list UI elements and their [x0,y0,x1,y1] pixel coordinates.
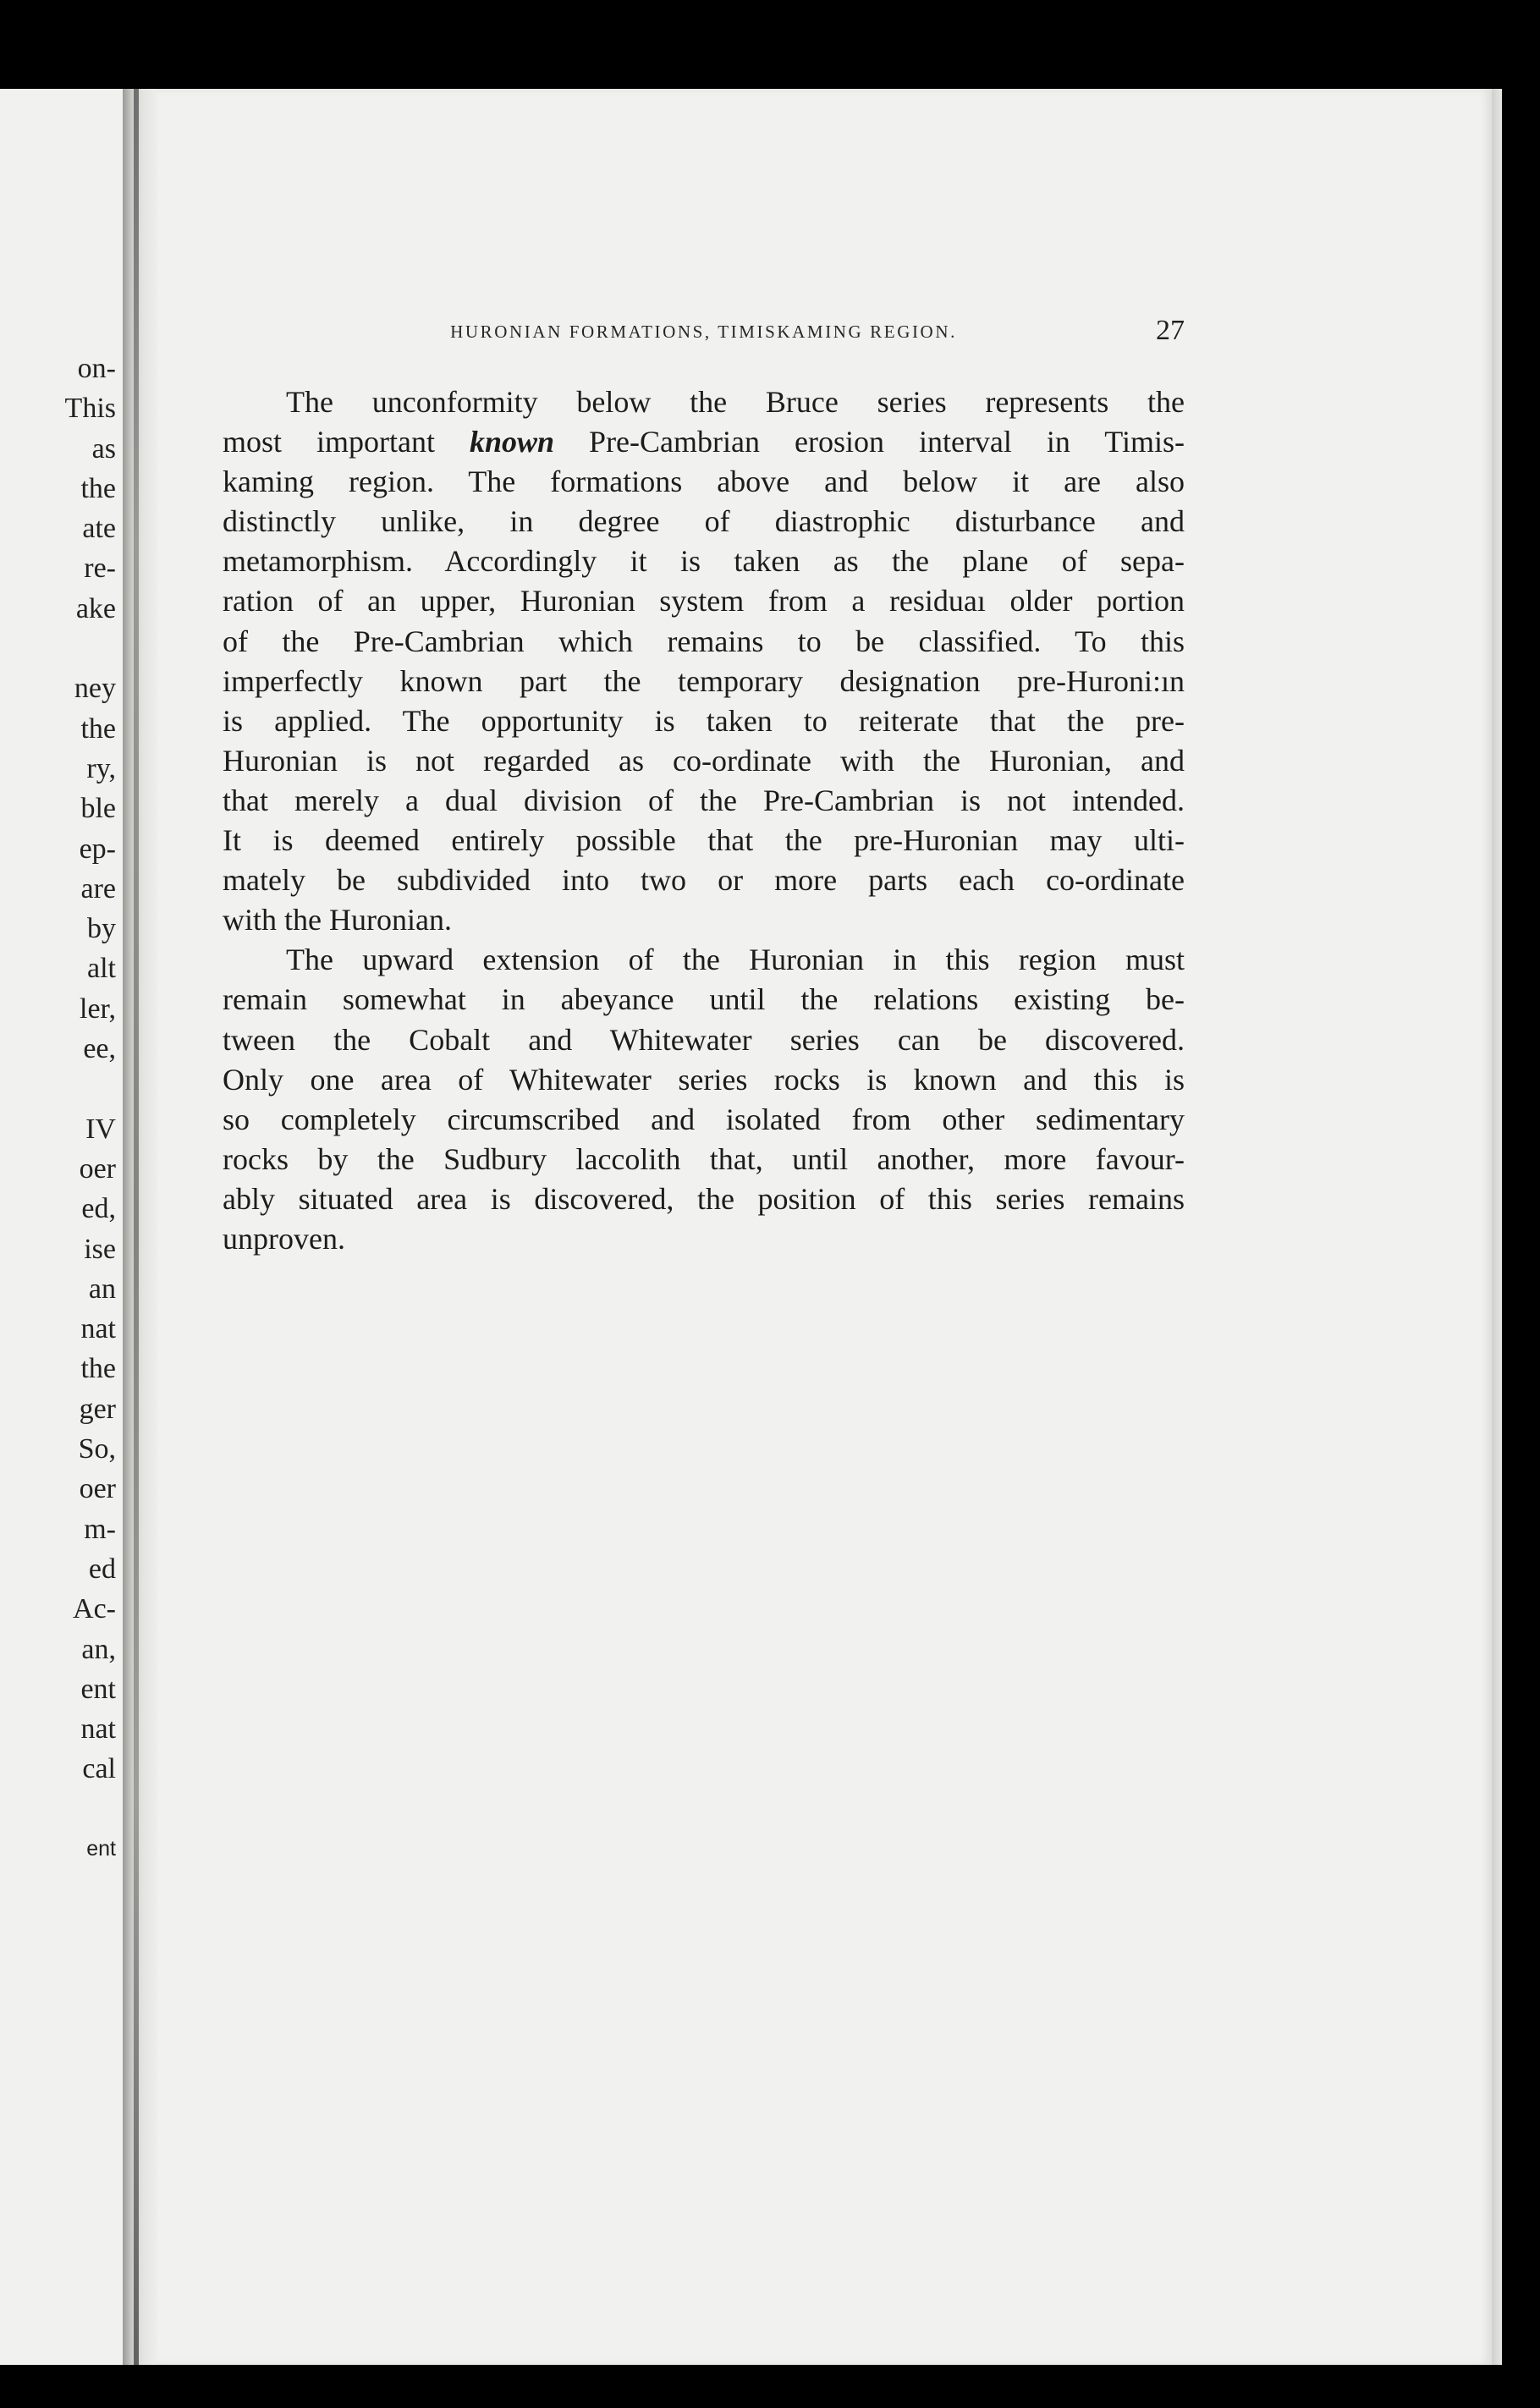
fragment: ate [82,513,116,545]
previous-page-text-fragments [0,349,116,1869]
fragment: ney [74,673,116,705]
fragment: ry, [86,752,116,784]
text-line: The upward extension of the Huronian in this region must [286,943,1185,977]
text-line: It is deemed entirely possible that the pre-Huronian may ulti- [223,823,1185,858]
fragment: ed, [81,1193,116,1225]
text-line: ably situated area is discovered, the position of this series remains [223,1181,1185,1216]
fragment: ler, [80,992,116,1025]
fragment: cal [82,1753,116,1785]
text-line [223,422,1185,462]
book-gutter [123,89,157,2365]
text-line: unproven. [223,1221,345,1256]
fragment: nat [80,1713,116,1746]
fragment: Ac- [73,1593,116,1625]
fragment: the [80,472,116,504]
fragment: the [80,712,116,745]
running-head: HURONIAN FORMATIONS, TIMISKAMING REGION. [450,322,957,342]
fragment: oer [79,1473,116,1505]
text-line: kaming region. The formations above and below it are also [223,465,1185,499]
fragment: ent [80,1673,116,1705]
page-edge [1492,89,1502,2365]
text-line: Huronian is not regarded as co-ordinate with the Huronian, and [223,743,1185,778]
fragment: ed [88,1553,116,1585]
text-line: remain somewhat in abeyance until the relations existing be- [223,982,1185,1017]
previous-page-remnant [0,89,123,2365]
fragment: ake [75,592,116,624]
fragment: ble [80,793,116,825]
fragment [0,1069,116,1108]
fragment: an [88,1273,116,1305]
text-line: of the Pre-Cambrian which remains to be classified. To this [223,624,1185,658]
fragment: nat [80,1313,116,1345]
fragment: re- [84,553,116,585]
fragment: So, [78,1433,116,1465]
fragment [0,1790,116,1829]
fragment [0,629,116,668]
text-line: that merely a dual division of the Pre-Cambrian is not intended. [223,783,1185,817]
text-line: rocks by the Sudbury laccolith that, until another, more favour- [223,1141,1185,1176]
text-line: metamorphism. Accordingly it is taken as the plane of sepa- [223,544,1185,579]
text-line: ration of an upper, Huronian system from a residuaı older portion [223,584,1185,618]
fragment: ep- [79,833,116,865]
text-line: tween the Cobalt and Whitewater series can be discovered. [223,1022,1185,1057]
fragment: on- [77,353,116,384]
fragment: the [80,1353,116,1385]
fragment: an, [81,1633,116,1665]
fragment: by [87,913,116,945]
fragment: This [64,393,116,425]
text-line: The unconformity below the Bruce series represents the [286,385,1185,419]
text-line: distinctly unlike, in degree of diastrophic disturbance and [223,504,1185,539]
fragment: ise [84,1233,116,1265]
fragment: ger [79,1393,116,1425]
text-line: so completely circumscribed and isolated from other sedimentary [223,1102,1185,1136]
fragment: are [80,872,116,904]
body-text [223,382,1185,1259]
text-line: Only one area of Whitewater series rocks is known and this is [223,1062,1185,1097]
fragment: ee, [83,1033,116,1065]
fragment: oer [79,1152,116,1185]
page-number: 27 [1156,315,1185,346]
fragment: IV [85,1113,116,1145]
text-line: imperfectly known part the temporary designation pre-Huroni:ın [223,663,1185,698]
text-line: with the Huronian. [223,903,452,937]
emphasis: known [469,425,555,459]
fragment: alt [87,953,116,985]
binding-shadow [134,89,139,2365]
text-line: is applied. The opportunity is taken to reiterate that the pre- [223,703,1185,738]
text-run: most important [223,425,470,459]
text-run: Pre-Cambrian erosion interval in Timis- [554,425,1185,459]
fragment: m- [84,1513,116,1545]
fragment: as [91,432,116,465]
fragment: ent [86,1836,116,1861]
text-line: mately be subdivided into two or more parts each co-ordinate [223,863,1185,898]
